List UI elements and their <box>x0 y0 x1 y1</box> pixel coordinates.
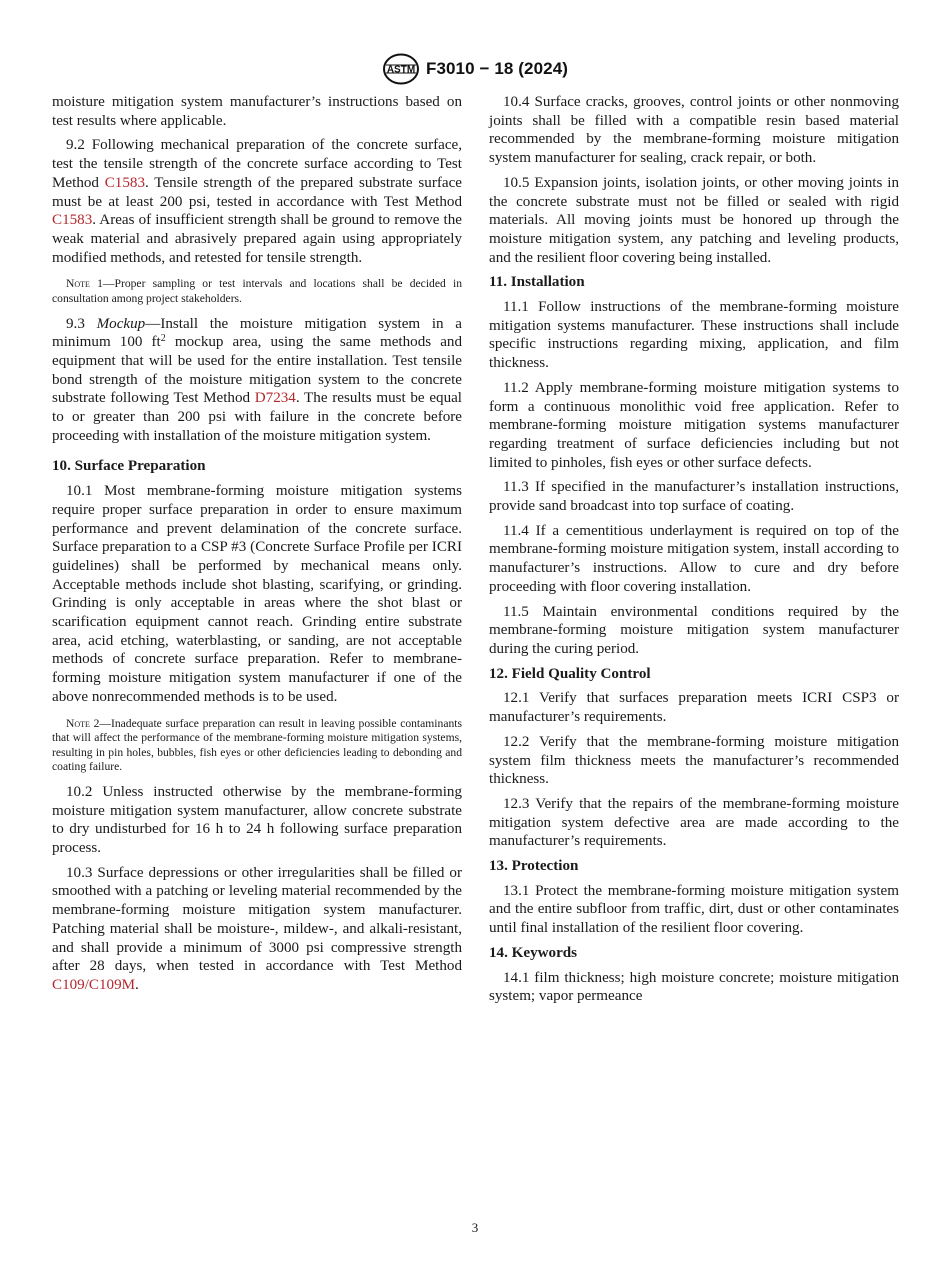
document-designation: F3010 − 18 (2024) <box>425 59 569 78</box>
ref-link-c1583[interactable]: C1583 <box>104 174 145 191</box>
paragraph-12-3: 12.3 Verify that the repairs of the membrane-forming moisture mitigation system defective area are made according to the manufacturer’s requirements. <box>489 795 899 850</box>
section-heading-11: 11. Installation <box>489 274 585 291</box>
paragraph-9-3: 9.3 Mockup—Install the moisture mitigation system in a minimum 100 $ft^2$ mockup area, using the same methods and equipment that will be used for the entire installation. Test tensile bond strength of the moisture mitigation system to the concrete substrate following Test Method D7234. The results must be equal to or greater than 200 psi with failure in the concrete before proceeding with installation of the moisture mitigation system. <box>52 315 463 444</box>
ref-link-d7234[interactable]: D7234 <box>254 390 296 407</box>
paragraph-13-1: 13.1 Protect the membrane-forming moisture mitigation system and the entire subfloor from traffic, dirt, dust or other contaminates until final installation of the resilient floor covering. <box>489 882 899 937</box>
paragraph-12-1: 12.1 Verify that surfaces preparation meets ICRI CSP3 or manufacturer’s requirements. <box>489 690 899 726</box>
ref-link-c1583[interactable]: C1583 <box>52 212 93 229</box>
paragraph-11-3: 11.3 If specified in the manufacturer’s installation instructions, provide sand broadcast into top surface of coating. <box>489 479 899 515</box>
page-header <box>0 52 950 86</box>
paragraph-10-1: 10.1 Most membrane-forming moisture mitigation systems require proper surface preparation in order to ensure maximum performance and prevent delamination of the concrete surface. Surface preparation to a CSP #3 (Concrete Surface Profile per ICRI guidelines) shall be performed by mechanical means only. Acceptable methods include shot blasting, scarifying, or grinding. Grinding is only acceptable in areas where the shot blast or scarification equipment cannot reach. Grinding entire substrate area, acid etching, waterblasting, or sanding, are not acceptable methods of concrete surface preparation. Refer to membrane-forming moisture mitigation system manufacturer if one of the above nonrecommended methods is to be used. <box>52 483 462 705</box>
paragraph-10-2: 10.2 Unless instructed otherwise by the membrane-forming moisture mitigation system manufacturer, allow concrete substrate to dry undisturbed for 16 h to 24 h following surface preparation process. <box>52 783 462 857</box>
paragraph-12-2: 12.2 Verify that the membrane-forming moisture mitigation system film thickness meets the manufacturer’s recommended thickness. <box>489 733 899 788</box>
paragraph-11-4: 11.4 If a cementitious underlayment is required on top of the membrane-forming moisture mitigation system, install according to manufacturer’s instructions. Allow to cure and dry before proceeding with floor covering installation. <box>489 522 899 595</box>
paragraph-14-1: 14.1 film thickness; high moisture concrete; moisture mitigation system; vapor permeance <box>489 969 899 1005</box>
note-2: Note 2—Inadequate surface preparation can result in leaving possible contaminants that will affect the performance of the membrane-forming moisture mitigation systems, resulting in pin holes, bubbles, fish eyes or other deficiencies leading to debonding and coating failure. <box>52 716 463 774</box>
paragraph-10-5: 10.5 Expansion joints, isolation joints, or other moving joints in the concrete substrate must not be filled or sealed with rigid materials. All moving joints must be honored up through the moisture mitigation system, any patching and leveling products, and the resilient floor covering being installed. <box>489 174 899 266</box>
paragraph-10-3: 10.3 Surface depressions or other irregularities shall be filled or smoothed with a patching or leveling material recommended by the membrane-forming moisture mitigation system manufacturer. Patching material shall be moisture-, mildew-, and alkali-resistant, and shall provide a minimum of 3000 psi compressive strength after 28 days, when tested in accordance with Test Method C109/C109M. <box>52 864 462 993</box>
left-column <box>52 93 462 1001</box>
section-heading-10: 10. Surface Preparation <box>52 458 206 475</box>
section-heading-14: 14. Keywords <box>489 944 578 961</box>
paragraph-continued: moisture mitigation system manufacturer’s instructions based on test results where applicable. <box>52 94 462 129</box>
svg-text:ASTM: ASTM <box>386 64 416 76</box>
right-column <box>489 93 899 1012</box>
note-1: Note 1—Proper sampling or test intervals and locations shall be decided in consultation among project stakeholders. <box>52 277 462 305</box>
paragraph-11-5: 11.5 Maintain environmental conditions required by the membrane-forming moisture mitigation system manufacturer during the curing period. <box>489 603 899 657</box>
astm-logo-icon <box>382 53 420 85</box>
paragraph-11-1: 11.1 Follow instructions of the membrane-forming moisture mitigation systems manufacturer. These instructions shall include specific instructions regarding mixing, application, and film thickness. <box>489 299 899 372</box>
section-heading-13: 13. Protection <box>489 858 579 875</box>
ref-link-c109[interactable]: C109/C109M <box>52 976 136 993</box>
paragraph-9-2: 9.2 Following mechanical preparation of the concrete surface, test the tensile strength of the concrete surface according to Test Method C1583. Tensile strength of the prepared substrate surface must be at least 200 psi, tested in accordance with Test Method C1583. Areas of insufficient strength shall be ground to remove the weak material and abrasively prepared again using appropriately modified methods, and retested for tensile strength. <box>52 137 462 266</box>
paragraph-11-2: 11.2 Apply membrane-forming moisture mitigation systems to form a continuous monolithic void free application. Refer to membrane-forming moisture mitigation systems manufacturer regarding treatment of surface deficiencies including but not limited to pinholes, fish eyes or other surface defects. <box>489 379 899 471</box>
section-heading-12: 12. Field Quality Control <box>489 665 651 682</box>
page-number: 3 <box>471 1220 479 1235</box>
paragraph-10-4: 10.4 Surface cracks, grooves, control joints or other nonmoving joints shall be filled with a compatible resin based material recommended by the membrane-forming moisture mitigation system manufacturer for sealing, crack repair, or both. <box>489 94 899 167</box>
